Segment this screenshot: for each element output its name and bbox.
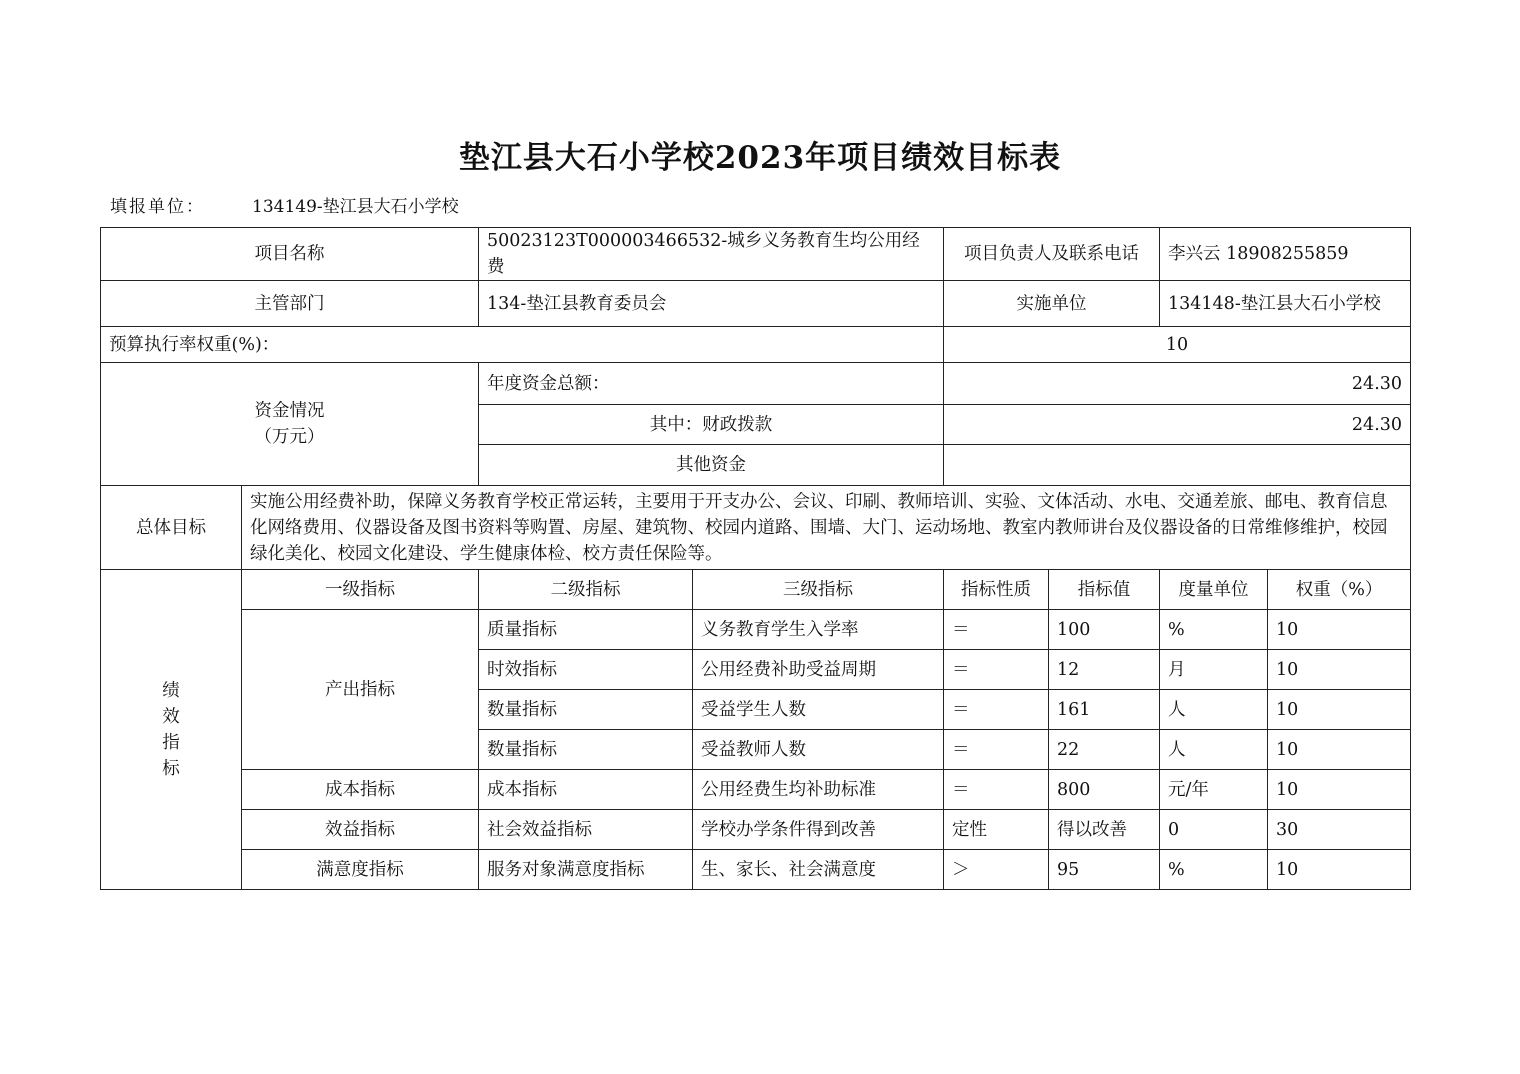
funds-other-label: 其他资金 xyxy=(479,445,944,486)
indicator-value: 得以改善 xyxy=(1049,810,1160,850)
indicator-level3: 学校办学条件得到改善 xyxy=(693,810,944,850)
funds-total-row xyxy=(101,363,1411,405)
indicator-level2: 时效指标 xyxy=(479,650,693,690)
header-level1: 一级指标 xyxy=(242,570,479,610)
performance-indicator-side-label xyxy=(101,570,242,890)
indicator-row xyxy=(101,850,1411,890)
indicator-nature: ＞ xyxy=(944,850,1049,890)
side-label-char: 绩 xyxy=(162,680,180,701)
overall-goal-label: 总体目标 xyxy=(101,486,242,570)
budget-rate-value: 10 xyxy=(944,327,1411,363)
indicator-weight: 10 xyxy=(1268,770,1411,810)
header-unit: 度量单位 xyxy=(1160,570,1268,610)
indicator-unit: % xyxy=(1160,850,1268,890)
indicator-value: 161 xyxy=(1049,690,1160,730)
project-manager-label: 项目负责人及联系电话 xyxy=(944,228,1160,281)
indicator-weight: 30 xyxy=(1268,810,1411,850)
fill-unit-row xyxy=(110,192,459,217)
fill-unit-value: 134149-垫江县大石小学校 xyxy=(252,197,459,217)
fill-unit-label: 填报单位： xyxy=(110,197,205,217)
indicator-nature: ＝ xyxy=(944,690,1049,730)
indicator-nature: ＝ xyxy=(944,610,1049,650)
indicator-value: 12 xyxy=(1049,650,1160,690)
indicator-row xyxy=(101,770,1411,810)
indicator-level3: 受益学生人数 xyxy=(693,690,944,730)
funds-label-line1: 资金情况 xyxy=(254,401,325,421)
indicator-level3: 公用经费生均补助标准 xyxy=(693,770,944,810)
indicator-unit: 月 xyxy=(1160,650,1268,690)
indicator-weight: 10 xyxy=(1268,690,1411,730)
indicator-value: 800 xyxy=(1049,770,1160,810)
overall-goal-row xyxy=(101,486,1411,570)
department-value: 134-垫江县教育委员会 xyxy=(479,281,944,327)
indicator-level3: 公用经费补助受益周期 xyxy=(693,650,944,690)
side-label-char: 效 xyxy=(162,706,180,727)
side-label-char: 标 xyxy=(162,758,180,779)
indicator-nature: ＝ xyxy=(944,730,1049,770)
budget-rate-label: 预算执行率权重(%)： xyxy=(101,327,944,363)
header-weight: 权重（%） xyxy=(1268,570,1411,610)
funds-label xyxy=(101,363,479,486)
indicator-unit: 0 xyxy=(1160,810,1268,850)
department-label: 主管部门 xyxy=(101,281,479,327)
indicator-level2: 社会效益指标 xyxy=(479,810,693,850)
project-name-label: 项目名称 xyxy=(101,228,479,281)
header-level3: 三级指标 xyxy=(693,570,944,610)
indicator-value: 22 xyxy=(1049,730,1160,770)
indicator-weight: 10 xyxy=(1268,850,1411,890)
performance-table xyxy=(100,227,1411,890)
indicator-nature: ＝ xyxy=(944,770,1049,810)
indicator-level3: 受益教师人数 xyxy=(693,730,944,770)
implementing-unit-value: 134148-垫江县大石小学校 xyxy=(1160,281,1411,327)
implementing-unit-label: 实施单位 xyxy=(944,281,1160,327)
indicator-value: 100 xyxy=(1049,610,1160,650)
project-name-row xyxy=(101,228,1411,281)
funds-label-line2: （万元） xyxy=(254,427,325,447)
indicator-weight: 10 xyxy=(1268,610,1411,650)
page-title: 垫江县大石小学校2023年项目绩效目标表 xyxy=(458,140,1062,176)
indicator-row xyxy=(101,810,1411,850)
funds-fiscal-label: 其中：财政拨款 xyxy=(479,405,944,445)
indicator-level1: 成本指标 xyxy=(242,770,479,810)
indicator-level3: 义务教育学生入学率 xyxy=(693,610,944,650)
budget-rate-row xyxy=(101,327,1411,363)
indicator-nature: ＝ xyxy=(944,650,1049,690)
project-manager-value: 李兴云 18908255859 xyxy=(1160,228,1411,281)
indicator-nature: 定性 xyxy=(944,810,1049,850)
indicator-level2: 数量指标 xyxy=(479,730,693,770)
indicator-level2: 数量指标 xyxy=(479,690,693,730)
indicator-unit: 元/年 xyxy=(1160,770,1268,810)
indicator-header-row xyxy=(101,570,1411,610)
header-value: 指标值 xyxy=(1049,570,1160,610)
indicator-value: 95 xyxy=(1049,850,1160,890)
funds-total-label: 年度资金总额： xyxy=(479,363,944,405)
indicator-weight: 10 xyxy=(1268,650,1411,690)
indicator-level3: 生、家长、社会满意度 xyxy=(693,850,944,890)
indicator-level2: 成本指标 xyxy=(479,770,693,810)
funds-other-value xyxy=(944,445,1411,486)
indicator-level1: 效益指标 xyxy=(242,810,479,850)
header-level2: 二级指标 xyxy=(479,570,693,610)
indicators-body xyxy=(101,570,1411,890)
indicator-level1: 满意度指标 xyxy=(242,850,479,890)
indicator-level1: 产出指标 xyxy=(242,610,479,770)
indicator-unit: % xyxy=(1160,610,1268,650)
funds-fiscal-value: 24.30 xyxy=(944,405,1411,445)
indicator-row xyxy=(101,610,1411,650)
indicator-weight: 10 xyxy=(1268,730,1411,770)
department-row xyxy=(101,281,1411,327)
indicator-level2: 质量指标 xyxy=(479,610,693,650)
indicator-unit: 人 xyxy=(1160,690,1268,730)
overall-goal-text: 实施公用经费补助，保障义务教育学校正常运转，主要用于开支办公、会议、印刷、教师培训、实验、文体活动、水电、交通差旅、邮电、教育信息化网络费用、仪器设备及图书资料等购置、房屋、建筑物、校园内道路、围墙、大门、运动场地、教室内教师讲台及仪器设备的日常维修维护，校园绿化美化、校园文化建设、学生健康体检、校方责任保险等。 xyxy=(242,486,1411,570)
indicator-level2: 服务对象满意度指标 xyxy=(479,850,693,890)
funds-total-value: 24.30 xyxy=(944,363,1411,405)
header-nature: 指标性质 xyxy=(944,570,1049,610)
project-name-value: 50023123T000003466532-城乡义务教育生均公用经费 xyxy=(479,228,944,281)
indicator-unit: 人 xyxy=(1160,730,1268,770)
side-label-char: 指 xyxy=(162,732,180,753)
